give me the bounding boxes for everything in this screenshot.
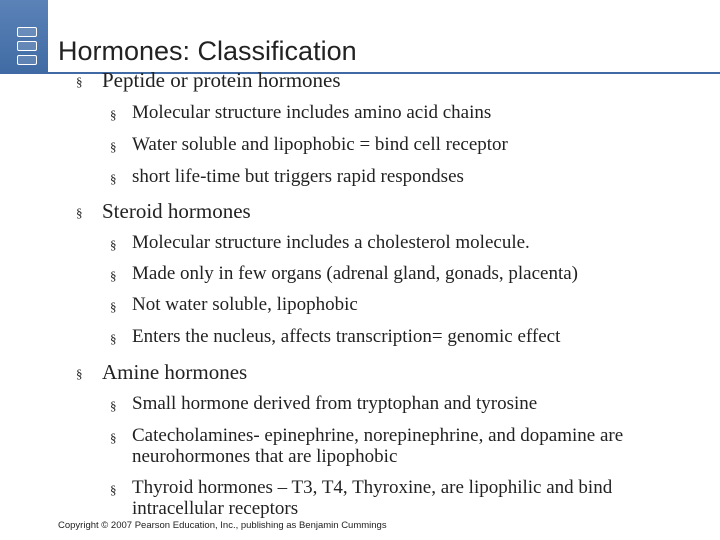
bullet-icon: § <box>110 482 117 497</box>
bullet-icon: § <box>110 398 117 413</box>
slide-title: Hormones: Classification <box>58 36 357 66</box>
bullet-icon: § <box>110 299 117 314</box>
list-item: § Catecholamines- epinephrine, norepinephrine, and dopamine are neurohormones that are lipophobic <box>110 425 624 467</box>
stack-logo-icon <box>17 27 37 65</box>
bullet-icon: § <box>110 139 117 154</box>
bullet-icon: § <box>110 237 117 252</box>
bullet-icon: § <box>110 331 117 346</box>
bullet-icon: § <box>110 430 117 445</box>
bullet-icon: § <box>110 171 117 186</box>
title-accent-block <box>0 0 48 74</box>
bullet-icon: § <box>76 205 83 220</box>
bullet-icon: § <box>76 74 83 89</box>
list-item: § Thyroid hormones – T3, T4, Thyroxine, are lipophilic and bind intracellular receptors <box>110 477 613 519</box>
copyright-footer: Copyright © 2007 Pearson Education, Inc., publishing as Benjamin Cummings <box>58 520 387 531</box>
bullet-icon: § <box>110 268 117 283</box>
bullet-icon: § <box>110 107 117 122</box>
bullet-icon: § <box>76 366 83 381</box>
